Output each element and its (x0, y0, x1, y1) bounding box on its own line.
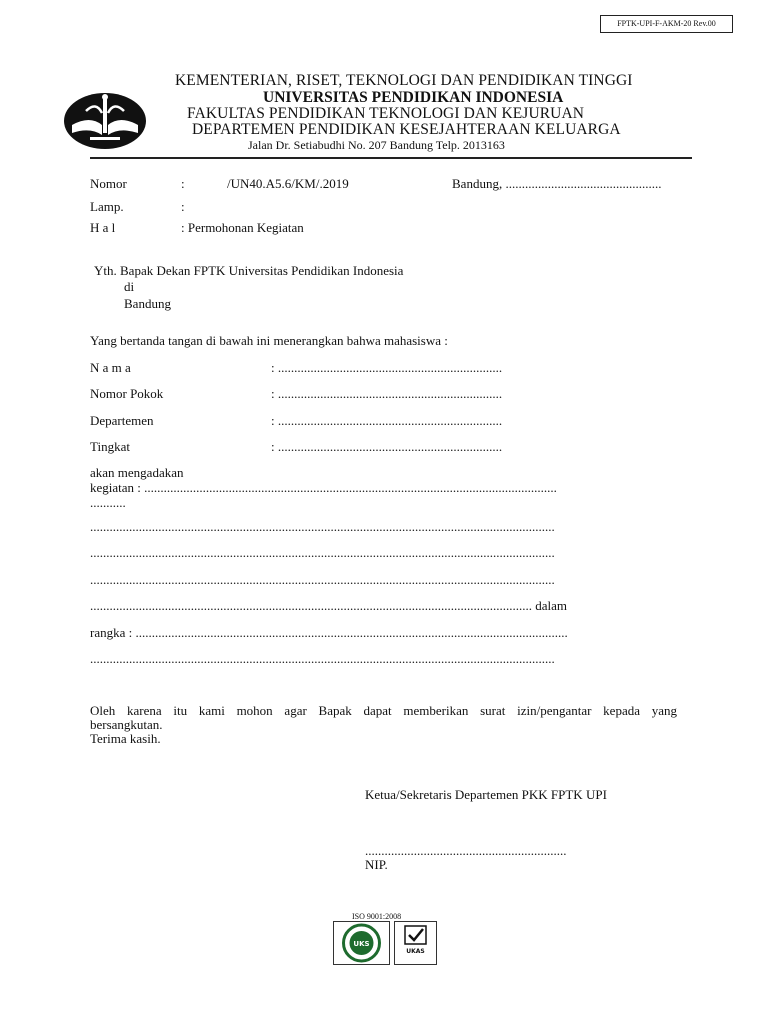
recipient-city: Bandung (124, 296, 171, 311)
ministry-name: KEMENTERIAN, RISET, TEKNOLOGI DAN PENDIDIKAN TINGGI (175, 72, 633, 89)
blank-line: ............................................................................................................................................... (90, 572, 555, 587)
blank-line: ............................................................................................................................................... (90, 519, 555, 534)
signature-line: .............................................................. (365, 843, 567, 858)
address: Jalan Dr. Setiabudhi No. 207 Bandung Telp. 2013163 (248, 138, 505, 152)
field-label-nama: N a m a (90, 360, 131, 375)
nip-label: NIP. (365, 857, 388, 872)
header-divider (90, 157, 692, 159)
field-label-nomor-pokok: Nomor Pokok (90, 386, 164, 401)
field-value-tingkat: : ..................................................................... (271, 439, 503, 454)
thanks-text: Terima kasih. (90, 731, 161, 746)
hal-label: H a l (90, 220, 116, 235)
nomor-label: Nomor (90, 176, 127, 191)
field-value-departemen: : ..................................................................... (271, 413, 503, 428)
place-date: Bandung, ................................................ (452, 176, 662, 191)
intro-text: Yang bertanda tangan di bawah ini menerangkan bahwa mahasiswa : (90, 333, 448, 348)
field-label-tingkat: Tingkat (90, 439, 130, 454)
blank-line-dalam: ........................................................................................................................................ dalam (90, 598, 568, 613)
closing-text: Oleh karena itu kami mohon agar Bapak dapat memberikan surat izin/pengantar kepada yang (90, 703, 677, 718)
field-value-nomor-pokok: : ..................................................................... (271, 386, 503, 401)
cert1-text: UKS (353, 940, 370, 948)
closing-text-cont: bersangkutan. (90, 717, 163, 732)
blank-line: ............................................................................................................................................... (90, 545, 555, 560)
university-logo (62, 91, 148, 151)
university-name: UNIVERSITAS PENDIDIKAN INDONESIA (263, 89, 564, 106)
activity-line: kegiatan : ............................................................................................................................... (90, 480, 557, 495)
ukas-logo (394, 921, 437, 965)
lamp-colon: : (181, 199, 185, 214)
signature-title: Ketua/Sekretaris Departemen PKK FPTK UPI (365, 787, 607, 802)
nomor-colon: : (181, 176, 185, 191)
field-label-departemen: Departemen (90, 413, 154, 428)
lamp-label: Lamp. (90, 199, 124, 214)
hal-value: : Permohonan Kegiatan (181, 220, 304, 235)
field-value-nama: : ..................................................................... (271, 360, 503, 375)
blank-line: ............................................................................................................................................... (90, 651, 555, 666)
faculty-name: FAKULTAS PENDIDIKAN TEKNOLOGI DAN KEJURUAN (187, 105, 585, 122)
iso-label: ISO 9001:2008 (352, 912, 402, 921)
cert2-text: UKAS (406, 948, 425, 955)
recipient-di: di (124, 279, 135, 294)
nomor-value: /UN40.A5.6/KM/.2019 (227, 176, 349, 191)
activity-continuation: ........... (90, 495, 126, 510)
recipient-line: Yth. Bapak Dekan FPTK Universitas Pendidikan Indonesia (94, 263, 404, 278)
form-code: FPTK-UPI-F-AKM-20 Rev.00 (600, 15, 733, 33)
activity-label: akan mengadakan (90, 465, 184, 480)
rangka-line: rangka : ..................................................................................................................................... (90, 625, 568, 640)
department-name: DEPARTEMEN PENDIDIKAN KESEJAHTERAAN KELUARGA (192, 121, 621, 138)
certification-logo (333, 921, 390, 965)
